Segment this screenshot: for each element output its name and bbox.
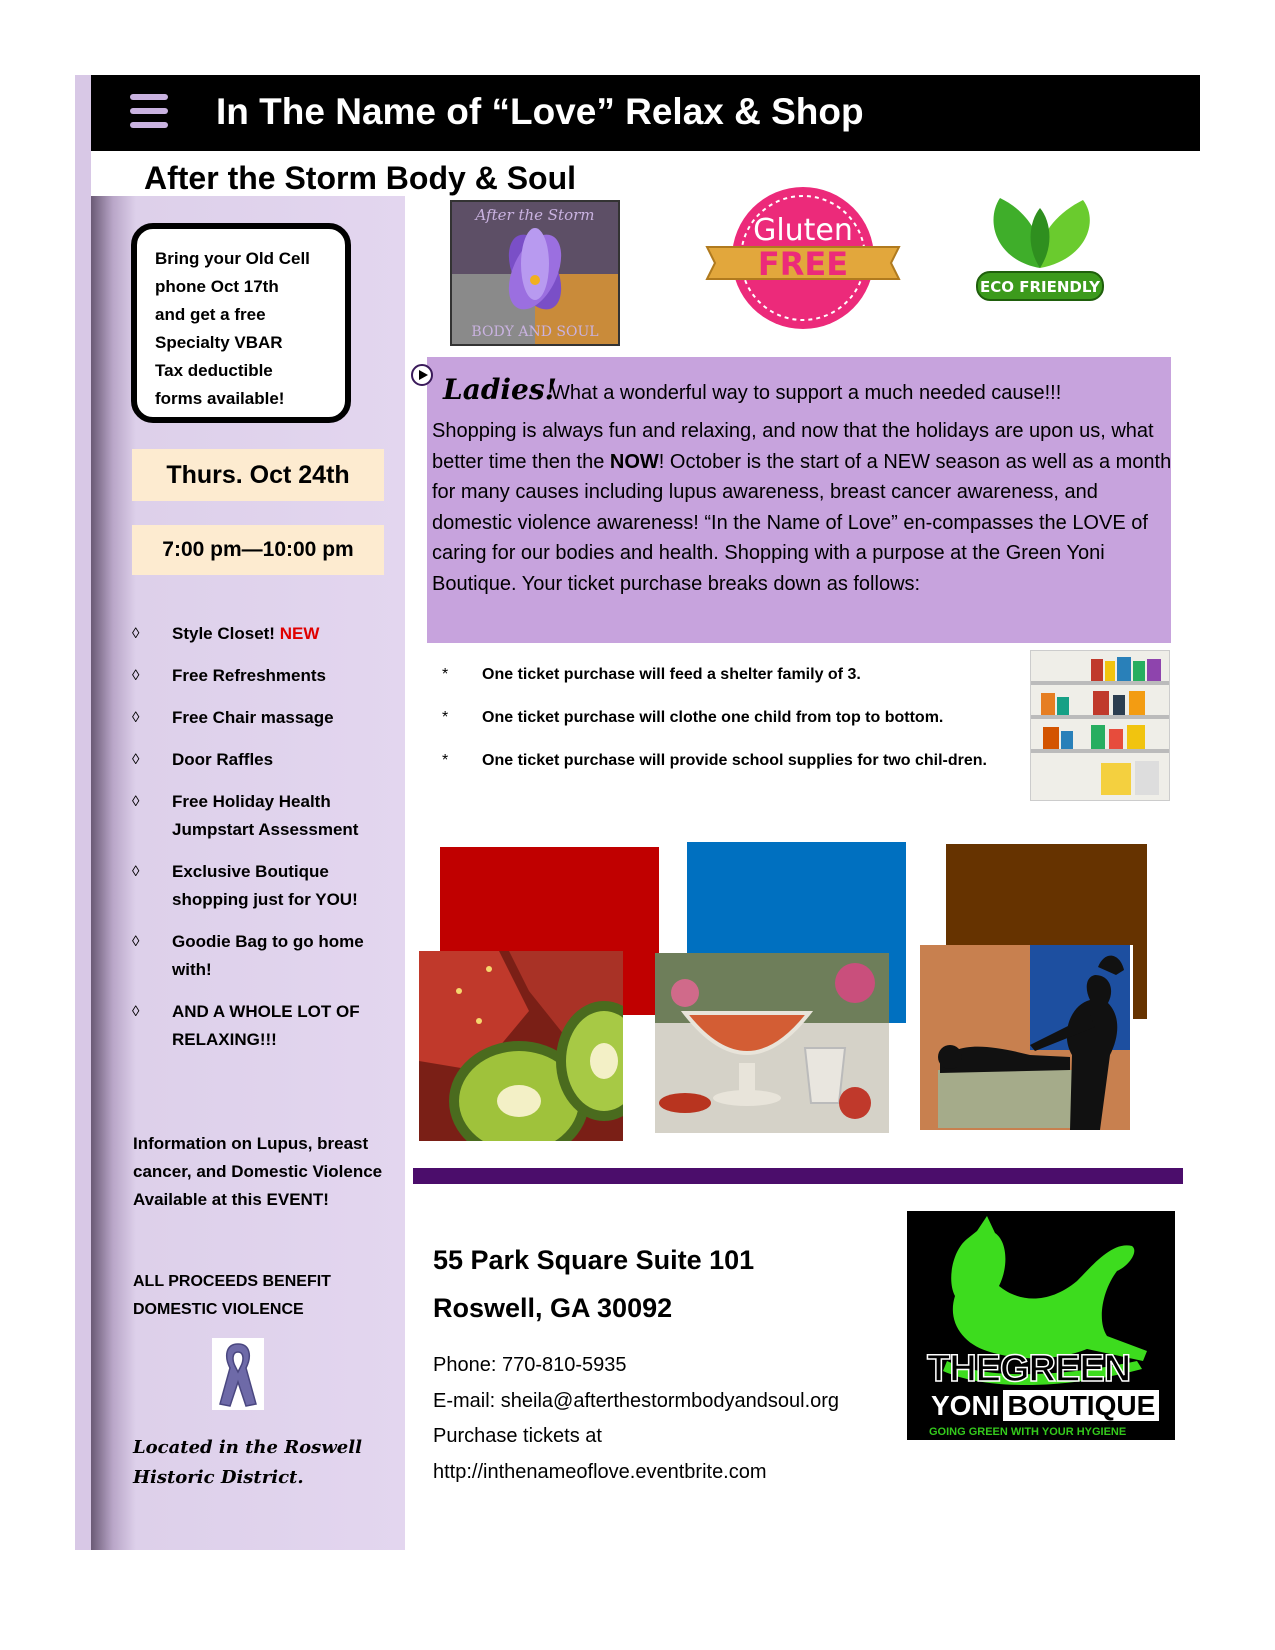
diamond-bullet-icon: ◊ xyxy=(132,751,140,768)
feature-text: Exclusive Boutique shopping just for YOU! xyxy=(172,862,358,909)
feature-text: Free Holiday Health Jumpstart Assessment xyxy=(172,792,359,839)
feature-item xyxy=(132,788,392,844)
feature-text: Style Closet! xyxy=(172,624,275,643)
yoni-line-2 xyxy=(927,1389,1157,1423)
intro-lead: What a wonderful way to support a much needed cause!!! xyxy=(551,382,1062,404)
address-line-2: Roswell, GA 30092 xyxy=(433,1293,673,1323)
ticket-benefit-item xyxy=(442,703,1022,733)
promo-line: Tax deductible xyxy=(155,361,273,380)
ticket-benefit-text: One ticket purchase will feed a shelter family of 3. xyxy=(482,666,861,683)
asterisk-bullet-icon: * xyxy=(442,752,449,769)
event-date: Thurs. Oct 24th xyxy=(132,449,384,501)
asterisk-bullet-icon: * xyxy=(442,709,449,726)
fruit-image xyxy=(419,951,623,1141)
diamond-bullet-icon: ◊ xyxy=(132,1003,140,1020)
feature-text: AND A WHOLE LOT OF RELAXING!!! xyxy=(172,1002,360,1049)
ticket-benefits-list xyxy=(442,660,1022,789)
brand-top-text: After the Storm xyxy=(475,206,595,224)
promo-line: and get a free xyxy=(155,305,266,324)
location-note: Located in the Roswell Historic District. xyxy=(133,1437,362,1488)
feature-item xyxy=(132,998,392,1054)
gluten-text: Gluten xyxy=(753,213,853,248)
feature-text: Goodie Bag to go home with! xyxy=(172,932,364,979)
chair-massage-illustration xyxy=(920,945,1133,1135)
feature-text: Door Raffles xyxy=(172,750,274,769)
proceeds-note: ALL PROCEEDS BENEFIT DOMESTIC VIOLENCE xyxy=(133,1273,331,1318)
feature-item xyxy=(132,746,392,774)
left-accent-strip xyxy=(75,75,91,1550)
intro-body xyxy=(432,416,1172,599)
page-title: In The Name of “Love” Relax & Shop xyxy=(216,91,864,132)
intro-body-now: NOW xyxy=(609,450,659,473)
diamond-bullet-icon: ◊ xyxy=(132,667,140,684)
ticket-benefit-item xyxy=(442,660,1022,690)
feature-item xyxy=(132,620,392,648)
ticket-benefit-text: One ticket purchase will clothe one child from top to bottom. xyxy=(482,709,944,726)
promo-line: phone Oct 17th xyxy=(155,277,279,296)
eco-friendly-badge xyxy=(955,190,1125,310)
punch-bowl-image xyxy=(655,953,889,1133)
promo-line: forms available! xyxy=(155,389,285,408)
green-yoni-boutique-logo xyxy=(907,1211,1175,1440)
cell-phone-promo-box xyxy=(131,223,351,423)
diamond-bullet-icon: ◊ xyxy=(132,793,140,810)
yoni-tagline: GOING GREEN WITH YOUR HYGIENE xyxy=(929,1426,1127,1438)
free-text: FREE xyxy=(757,245,849,283)
feature-item xyxy=(132,928,392,984)
organization-name: After the Storm Body & Soul xyxy=(144,160,577,196)
tickets-link[interactable]: http://inthenameoflove.eventbrite.com xyxy=(433,1461,767,1483)
intro-body-part: Shopping is always fun and relaxing, and now that the holidays are upon us, what better time then the xyxy=(432,420,1154,473)
brand-bottom-text: BODY AND SOUL xyxy=(471,324,599,340)
ticket-benefit-text: One ticket purchase will provide school supplies for two chil-dren. xyxy=(482,752,987,769)
section-divider xyxy=(413,1168,1183,1184)
diamond-bullet-icon: ◊ xyxy=(132,709,140,726)
diamond-bullet-icon: ◊ xyxy=(132,863,140,880)
boutique-word: BOUTIQUE xyxy=(1003,1390,1159,1421)
feature-text: Free Chair massage xyxy=(172,708,334,727)
promo-line: Specialty VBAR xyxy=(155,333,283,352)
eco-text: ECO FRIENDLY xyxy=(980,278,1100,296)
intro-body-part: ! October is the start of a NEW season as well as a month for many causes including lupus awareness, breast cancer awareness, and domestic violence awareness! “In the Name of Love” en-compasses the LOVE of caring for our bodies and health. Shopping with a purpose at the Green Yoni Boutique. Your ticket purchase breaks down as follows: xyxy=(432,450,1172,595)
promo-line: Bring your Old Cell xyxy=(155,249,310,268)
feature-item xyxy=(132,662,392,690)
after-the-storm-logo xyxy=(450,200,620,346)
intro-ladies: Ladies! xyxy=(443,373,557,406)
yoni-line-1: THEGREEN xyxy=(927,1348,1131,1390)
info-note: Information on Lupus, breast cancer, and Domestic Violence Available at this EVENT! xyxy=(133,1134,383,1209)
feature-text: Free Refreshments xyxy=(172,666,327,685)
event-time: 7:00 pm—10:00 pm xyxy=(132,525,384,575)
feature-list xyxy=(132,620,392,1068)
play-bullet-icon xyxy=(411,364,433,386)
yoni-word: YONI xyxy=(931,1390,1000,1421)
feature-item xyxy=(132,704,392,732)
address-line-1: 55 Park Square Suite 101 xyxy=(433,1245,755,1275)
email-address[interactable]: E-mail: sheila@afterthestormbodyandsoul.org xyxy=(433,1390,840,1412)
phone-number: Phone: 770-810-5935 xyxy=(433,1354,627,1376)
asterisk-bullet-icon: * xyxy=(442,666,449,683)
diamond-bullet-icon: ◊ xyxy=(132,625,140,642)
diamond-bullet-icon: ◊ xyxy=(132,933,140,950)
gluten-free-badge xyxy=(705,185,901,331)
tickets-label: Purchase tickets at xyxy=(433,1425,602,1447)
new-badge: NEW xyxy=(279,624,320,643)
hamburger-icon[interactable] xyxy=(130,94,168,132)
awareness-ribbon-icon xyxy=(212,1338,264,1410)
ticket-benefit-item xyxy=(442,746,1022,776)
feature-item xyxy=(132,858,392,914)
pantry-shelves-image xyxy=(1030,650,1170,801)
